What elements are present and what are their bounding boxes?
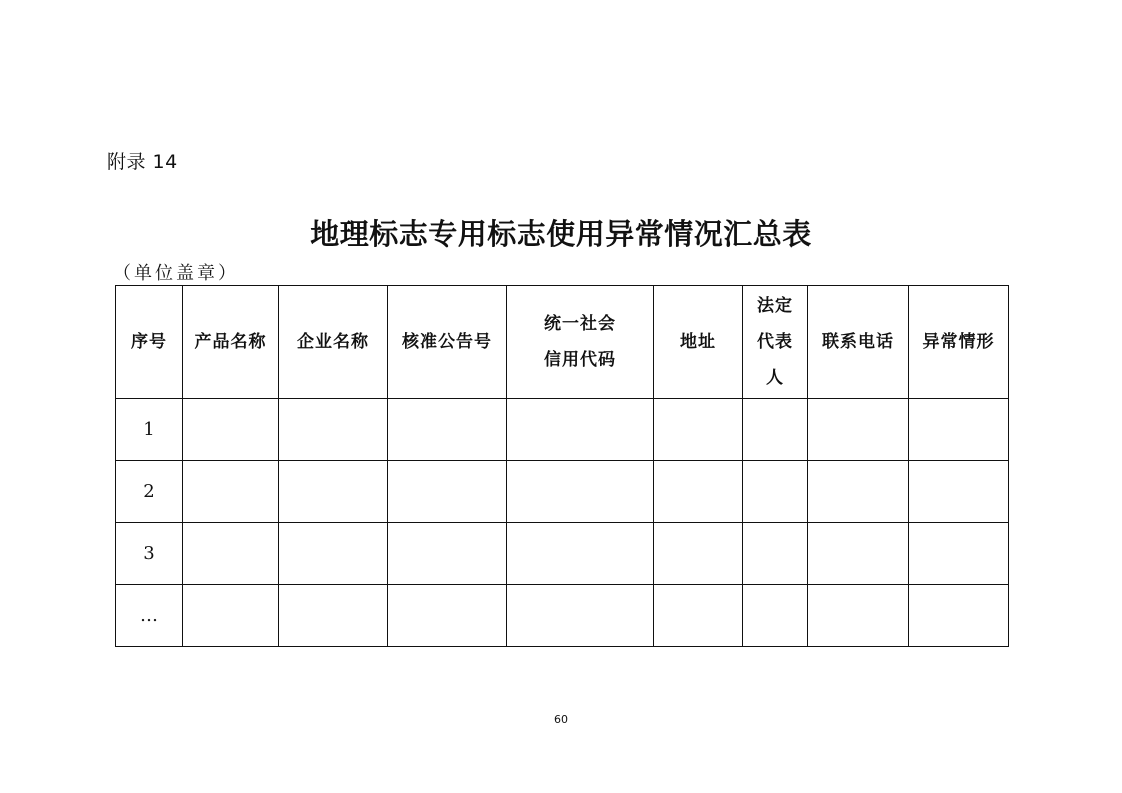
table-cell: [388, 585, 507, 647]
table-row: [116, 523, 1009, 585]
table-cell: [808, 585, 909, 647]
table-cell: [808, 523, 909, 585]
header-serial-number: 序号: [116, 286, 183, 399]
table-cell-serial: 2: [116, 461, 183, 523]
summary-table: [115, 285, 1009, 647]
table-cell: [654, 399, 743, 461]
table-row: [116, 461, 1009, 523]
table-cell: [279, 399, 388, 461]
table-cell: [743, 523, 808, 585]
appendix-label: 附录 14: [107, 151, 178, 173]
table-cell: [909, 461, 1009, 523]
header-unified-credit-code: 统一社会 信用代码: [507, 286, 654, 399]
header-address: 地址: [654, 286, 743, 399]
table-cell: [909, 585, 1009, 647]
table-cell-serial: 1: [116, 399, 183, 461]
table-cell: [654, 523, 743, 585]
table-cell: [654, 585, 743, 647]
header-approval-notice-number: 核准公告号: [388, 286, 507, 399]
table-cell: [183, 585, 279, 647]
header-legal-representative: 法定 代表 人: [743, 286, 808, 399]
table-cell: [183, 461, 279, 523]
table-cell: [743, 399, 808, 461]
table-cell: [654, 461, 743, 523]
seal-note: （单位盖章）: [113, 263, 239, 284]
table-cell: [909, 523, 1009, 585]
table-cell: [279, 585, 388, 647]
header-product-name: 产品名称: [183, 286, 279, 399]
table-row: [116, 585, 1009, 647]
table-row: [116, 399, 1009, 461]
header-contact-phone: 联系电话: [808, 286, 909, 399]
table-cell: [507, 523, 654, 585]
table-cell: [507, 585, 654, 647]
document-title: 地理标志专用标志使用异常情况汇总表: [310, 217, 812, 251]
table-cell: [183, 399, 279, 461]
table-cell: [808, 399, 909, 461]
header-row: [116, 286, 1009, 399]
table-cell: [743, 461, 808, 523]
table-cell: [507, 399, 654, 461]
table-cell-serial: …: [116, 585, 183, 647]
table-cell-serial: 3: [116, 523, 183, 585]
table-cell: [279, 461, 388, 523]
table-cell: [388, 523, 507, 585]
table-cell: [279, 523, 388, 585]
table-cell: [507, 461, 654, 523]
header-company-name: 企业名称: [279, 286, 388, 399]
table-cell: [808, 461, 909, 523]
table-cell: [388, 399, 507, 461]
header-abnormal-situation: 异常情形: [909, 286, 1009, 399]
table-cell: [388, 461, 507, 523]
table-cell: [909, 399, 1009, 461]
page-number: 60: [554, 713, 568, 726]
table-cell: [743, 585, 808, 647]
table-cell: [183, 523, 279, 585]
